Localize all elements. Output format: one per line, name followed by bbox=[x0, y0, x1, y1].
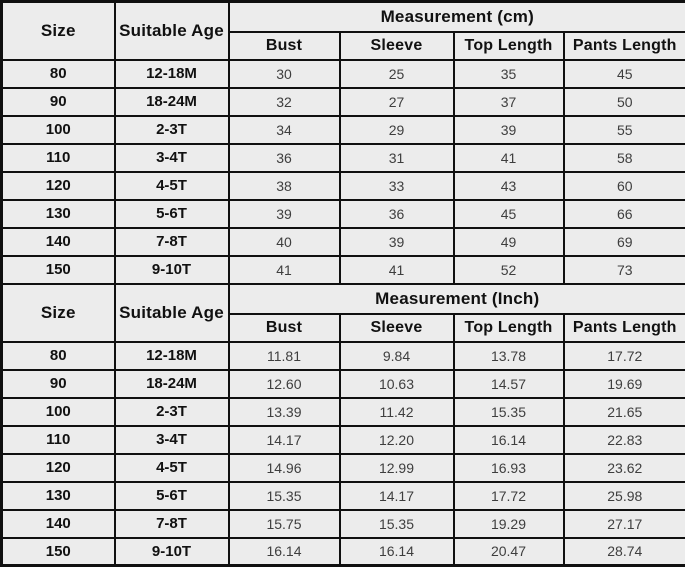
cell-pants-length: 25.98 bbox=[564, 482, 685, 510]
cell-sleeve: 29 bbox=[340, 116, 454, 144]
cell-bust: 39 bbox=[229, 200, 340, 228]
cell-age: 18-24M bbox=[115, 370, 229, 398]
table-row bbox=[2, 144, 685, 172]
cell-sleeve: 14.17 bbox=[340, 482, 454, 510]
cell-top-length: 37 bbox=[454, 88, 564, 116]
cell-pants-length: 22.83 bbox=[564, 426, 685, 454]
cell-age: 2-3T bbox=[115, 116, 229, 144]
cell-size: 150 bbox=[2, 256, 115, 284]
cell-size: 130 bbox=[2, 482, 115, 510]
table-row bbox=[2, 482, 685, 510]
table-row bbox=[2, 342, 685, 370]
cell-top-length: 15.35 bbox=[454, 398, 564, 426]
cell-pants-length: 19.69 bbox=[564, 370, 685, 398]
cell-bust: 15.75 bbox=[229, 510, 340, 538]
cell-pants-length: 17.72 bbox=[564, 342, 685, 370]
cell-top-length: 20.47 bbox=[454, 538, 564, 566]
cell-size: 120 bbox=[2, 172, 115, 200]
cell-top-length: 35 bbox=[454, 60, 564, 88]
table-row bbox=[2, 284, 685, 314]
cell-age: 5-6T bbox=[115, 200, 229, 228]
cell-top-length: 19.29 bbox=[454, 510, 564, 538]
cell-age: 12-18M bbox=[115, 342, 229, 370]
table-row bbox=[2, 60, 685, 88]
cell-pants-length: 66 bbox=[564, 200, 685, 228]
cell-size: 110 bbox=[2, 426, 115, 454]
cell-pants-length: 28.74 bbox=[564, 538, 685, 566]
header-pants-length: Pants Length bbox=[564, 32, 685, 60]
cell-sleeve: 15.35 bbox=[340, 510, 454, 538]
cell-top-length: 16.14 bbox=[454, 426, 564, 454]
cell-size: 140 bbox=[2, 228, 115, 256]
cell-size: 100 bbox=[2, 116, 115, 144]
cell-bust: 40 bbox=[229, 228, 340, 256]
cell-pants-length: 73 bbox=[564, 256, 685, 284]
table-row bbox=[2, 172, 685, 200]
cell-bust: 30 bbox=[229, 60, 340, 88]
cell-pants-length: 60 bbox=[564, 172, 685, 200]
cell-sleeve: 12.20 bbox=[340, 426, 454, 454]
cell-bust: 38 bbox=[229, 172, 340, 200]
cell-pants-length: 55 bbox=[564, 116, 685, 144]
table-row bbox=[2, 256, 685, 284]
table-row bbox=[2, 228, 685, 256]
header-sleeve: Sleeve bbox=[340, 32, 454, 60]
cell-age: 9-10T bbox=[115, 256, 229, 284]
header-suitable-age: Suitable Age bbox=[115, 2, 229, 60]
cell-sleeve: 9.84 bbox=[340, 342, 454, 370]
cell-sleeve: 11.42 bbox=[340, 398, 454, 426]
table-row bbox=[2, 116, 685, 144]
cell-pants-length: 21.65 bbox=[564, 398, 685, 426]
cell-size: 90 bbox=[2, 370, 115, 398]
cell-top-length: 13.78 bbox=[454, 342, 564, 370]
cell-sleeve: 39 bbox=[340, 228, 454, 256]
cell-top-length: 41 bbox=[454, 144, 564, 172]
cell-age: 4-5T bbox=[115, 454, 229, 482]
header-top-length: Top Length bbox=[454, 314, 564, 342]
table-row bbox=[2, 370, 685, 398]
cell-pants-length: 45 bbox=[564, 60, 685, 88]
header-sleeve: Sleeve bbox=[340, 314, 454, 342]
cell-bust: 16.14 bbox=[229, 538, 340, 566]
cell-pants-length: 58 bbox=[564, 144, 685, 172]
cell-top-length: 45 bbox=[454, 200, 564, 228]
table-row bbox=[2, 454, 685, 482]
cell-size: 90 bbox=[2, 88, 115, 116]
cell-bust: 14.17 bbox=[229, 426, 340, 454]
cell-top-length: 49 bbox=[454, 228, 564, 256]
cell-sleeve: 36 bbox=[340, 200, 454, 228]
cell-size: 140 bbox=[2, 510, 115, 538]
cell-bust: 34 bbox=[229, 116, 340, 144]
header-size: Size bbox=[2, 2, 115, 60]
cell-bust: 41 bbox=[229, 256, 340, 284]
cell-bust: 36 bbox=[229, 144, 340, 172]
cell-size: 120 bbox=[2, 454, 115, 482]
cell-age: 2-3T bbox=[115, 398, 229, 426]
cell-size: 130 bbox=[2, 200, 115, 228]
cell-bust: 14.96 bbox=[229, 454, 340, 482]
cell-top-length: 43 bbox=[454, 172, 564, 200]
cell-top-length: 39 bbox=[454, 116, 564, 144]
header-bust: Bust bbox=[229, 32, 340, 60]
cell-pants-length: 50 bbox=[564, 88, 685, 116]
cell-sleeve: 31 bbox=[340, 144, 454, 172]
cell-size: 150 bbox=[2, 538, 115, 566]
table-row bbox=[2, 538, 685, 566]
cell-sleeve: 25 bbox=[340, 60, 454, 88]
cell-sleeve: 33 bbox=[340, 172, 454, 200]
table-row bbox=[2, 88, 685, 116]
cell-bust: 11.81 bbox=[229, 342, 340, 370]
cell-size: 100 bbox=[2, 398, 115, 426]
cell-size: 110 bbox=[2, 144, 115, 172]
cell-pants-length: 23.62 bbox=[564, 454, 685, 482]
cell-bust: 13.39 bbox=[229, 398, 340, 426]
header-size: Size bbox=[2, 284, 115, 342]
cell-top-length: 52 bbox=[454, 256, 564, 284]
cell-sleeve: 10.63 bbox=[340, 370, 454, 398]
cell-sleeve: 12.99 bbox=[340, 454, 454, 482]
cell-age: 7-8T bbox=[115, 228, 229, 256]
cell-age: 9-10T bbox=[115, 538, 229, 566]
table-row bbox=[2, 2, 685, 32]
header-pants-length: Pants Length bbox=[564, 314, 685, 342]
cell-age: 3-4T bbox=[115, 426, 229, 454]
cell-age: 7-8T bbox=[115, 510, 229, 538]
cell-bust: 15.35 bbox=[229, 482, 340, 510]
cell-bust: 32 bbox=[229, 88, 340, 116]
header-bust: Bust bbox=[229, 314, 340, 342]
cell-pants-length: 69 bbox=[564, 228, 685, 256]
cell-sleeve: 16.14 bbox=[340, 538, 454, 566]
cell-size: 80 bbox=[2, 60, 115, 88]
cell-age: 18-24M bbox=[115, 88, 229, 116]
table-row bbox=[2, 510, 685, 538]
cell-bust: 12.60 bbox=[229, 370, 340, 398]
table-row bbox=[2, 200, 685, 228]
cell-top-length: 17.72 bbox=[454, 482, 564, 510]
cell-size: 80 bbox=[2, 342, 115, 370]
cell-pants-length: 27.17 bbox=[564, 510, 685, 538]
cell-age: 5-6T bbox=[115, 482, 229, 510]
section-title-inch: Measurement (Inch) bbox=[229, 284, 685, 314]
cell-age: 3-4T bbox=[115, 144, 229, 172]
table-row bbox=[2, 398, 685, 426]
cell-age: 4-5T bbox=[115, 172, 229, 200]
cell-sleeve: 27 bbox=[340, 88, 454, 116]
header-suitable-age: Suitable Age bbox=[115, 284, 229, 342]
section-title-cm: Measurement (cm) bbox=[229, 2, 685, 32]
cell-top-length: 16.93 bbox=[454, 454, 564, 482]
cell-sleeve: 41 bbox=[340, 256, 454, 284]
cell-top-length: 14.57 bbox=[454, 370, 564, 398]
header-top-length: Top Length bbox=[454, 32, 564, 60]
cell-age: 12-18M bbox=[115, 60, 229, 88]
table-row bbox=[2, 426, 685, 454]
